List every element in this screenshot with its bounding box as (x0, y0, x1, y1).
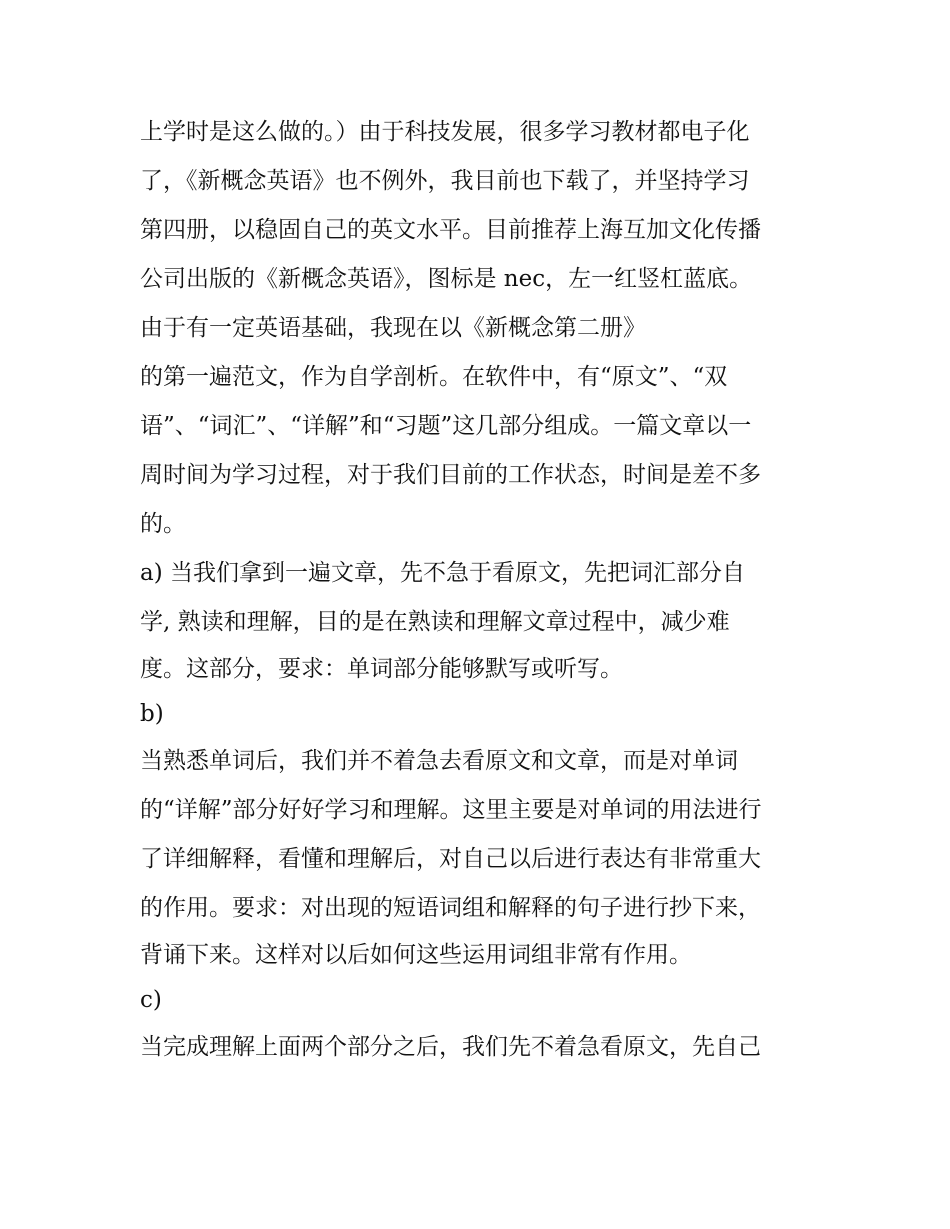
text-line: 周时间为学习过程，对于我们目前的工作状态，时间是差不多 (140, 462, 761, 488)
text-line: 的“详解”部分好好学习和理解。这里主要是对单词的用法进行 (140, 797, 762, 823)
list-marker-c: c) (140, 987, 162, 1013)
text-line: 由于有一定英语基础，我现在以《新概念第二册》 (140, 315, 646, 341)
text-line: 背诵下来。这样对以后如何这些运用词组非常有作用。 (140, 942, 692, 968)
list-marker-b: b) (140, 701, 164, 727)
document-body (140, 108, 820, 1072)
text-line: 了，《新概念英语》也不例外，我目前也下载了，并坚持学习 (140, 168, 750, 194)
text-line: 的作用。要求：对出现的短语词组和解释的句子进行抄下来， (140, 895, 761, 921)
text-line: 当完成理解上面两个部分之后，我们先不着急看原文，先自己 (140, 1034, 761, 1060)
text-line: 度。这部分，要求：单词部分能够默写或听写。 (140, 656, 623, 682)
text-line: 第四册，以稳固自己的英文水平。目前推荐上海互加文化传播 (140, 217, 761, 243)
text-line: 上学时是这么做的。）由于科技发展，很多学习教材都电子化 (140, 119, 750, 145)
text-line: 学, 熟读和理解，目的是在熟读和理解文章过程中，减少难 (140, 609, 730, 635)
text-line: 了详细解释，看懂和理解后，对自己以后进行表达有非常重大 (140, 846, 761, 872)
list-item-a: a) 当我们拿到一遍文章，先不急于看原文，先把词汇部分自 (140, 560, 745, 586)
text-line: 当熟悉单词后，我们并不着急去看原文和文章，而是对单词 (140, 748, 738, 774)
text-line: 的第一遍范文，作为自学剖析。在软件中，有“原文”、“双 (140, 364, 728, 390)
text-line: 的。 (140, 511, 186, 537)
text-line: 语”、“词汇”、“详解”和“习题”这几部分组成。一篇文章以一 (140, 413, 752, 439)
text-line: 公司出版的《新概念英语》，图标是 nec，左一红竖杠蓝底。 (140, 266, 753, 292)
